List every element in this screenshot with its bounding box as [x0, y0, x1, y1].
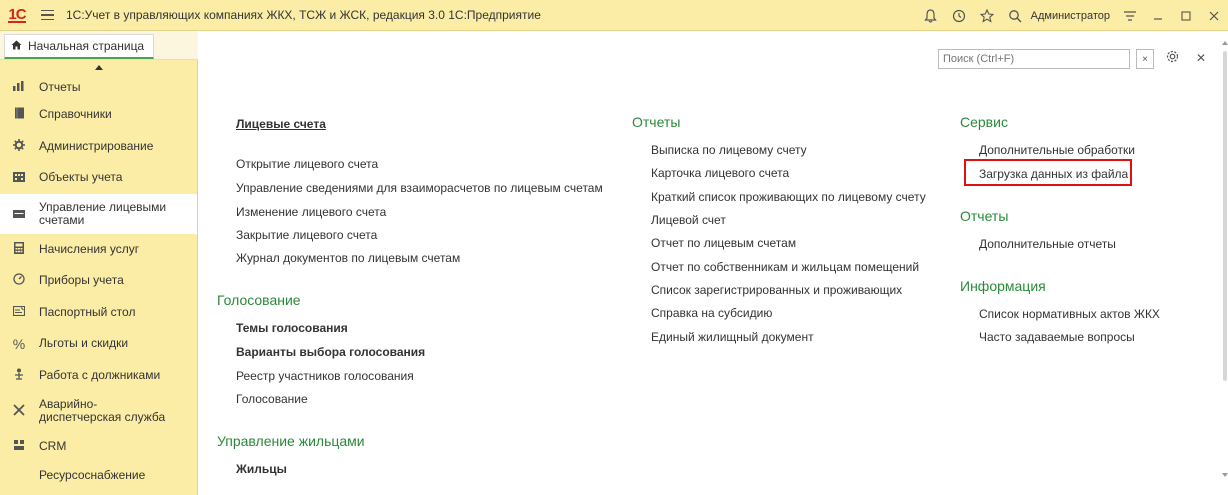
tools-icon: [12, 404, 26, 419]
link-voting-topics[interactable]: Темы голосования: [236, 321, 348, 335]
link-faq[interactable]: Часто задаваемые вопросы: [979, 330, 1135, 344]
sidebar-item-label: Управление лицевыми счетами: [39, 199, 167, 227]
app-title: 1С:Учет в управляющих компаниях ЖКХ, ТСЖ и ЖСК, редакция 3.0 1С:Предприятие: [66, 8, 541, 22]
section-service-title: Сервис: [960, 114, 1008, 130]
tab-home-label: Начальная страница: [28, 39, 145, 53]
link-open-account[interactable]: Открытие лицевого счета: [236, 157, 379, 171]
sidebar-item-label: Аварийно-диспетчерская служба: [39, 397, 166, 424]
link-additional-reports[interactable]: Дополнительные отчеты: [979, 237, 1116, 251]
report-link[interactable]: Краткий список проживающих по лицевому счету: [651, 190, 926, 204]
link-voting-register[interactable]: Реестр участников голосования: [236, 369, 414, 383]
meter-icon: [12, 273, 26, 288]
logo-text: 1С: [8, 5, 26, 23]
tab-home[interactable]: [4, 34, 154, 59]
percent-icon: %: [12, 335, 26, 352]
sidebar-item-label: Работа с должниками: [39, 367, 161, 382]
debtor-icon: [12, 368, 26, 383]
sidebar-item-crm[interactable]: [0, 431, 197, 463]
link-settlement-info[interactable]: Управление сведениями для взаиморасчетов по лицевым счетам: [236, 181, 603, 195]
user-name[interactable]: Администратор: [1030, 9, 1110, 22]
passport-icon: [12, 305, 26, 319]
sidebar-item-label: Приборы учета: [39, 273, 124, 288]
main-panel: [199, 31, 1228, 495]
book-icon: [12, 107, 26, 122]
card-icon: [12, 207, 26, 221]
sidebar-item-label: Администрирование: [39, 138, 154, 153]
highlight-box: [964, 159, 1132, 186]
sidebar-item-meters[interactable]: [0, 265, 197, 297]
section-voting-title: Голосование: [217, 292, 301, 308]
star-icon[interactable]: [973, 0, 1001, 31]
sidebar-item-resources[interactable]: [0, 463, 197, 485]
sidebar-item-directories[interactable]: [0, 99, 197, 131]
app-logo[interactable]: [0, 0, 34, 31]
title-bar: [0, 0, 1228, 31]
link-additional-processing[interactable]: Дополнительные обработки: [979, 143, 1135, 157]
report-link[interactable]: Выписка по лицевому счету: [651, 143, 807, 157]
bell-icon[interactable]: [917, 0, 945, 31]
sidebar-item-label: CRM: [39, 439, 67, 454]
calculator-icon: [12, 242, 26, 257]
link-voting[interactable]: Голосование: [236, 392, 308, 406]
link-residents[interactable]: Жильцы: [236, 462, 287, 476]
link-accounts-heading[interactable]: Лицевые счета: [236, 117, 326, 131]
section-info-title: Информация: [960, 278, 1046, 294]
report-link[interactable]: Отчет по лицевым счетам: [651, 236, 797, 250]
link-regulations[interactable]: Список нормативных актов ЖКХ: [979, 307, 1160, 321]
sidebar-item-label: Объекты учета: [39, 170, 123, 185]
search-clear-button[interactable]: ×: [1136, 49, 1154, 69]
report-link[interactable]: Список зарегистрированных и проживающих: [651, 283, 903, 297]
sidebar-item-label: Справочники: [39, 107, 112, 122]
chart-icon: [12, 80, 26, 94]
history-icon[interactable]: [945, 0, 973, 31]
section-reports-title: Отчеты: [632, 114, 681, 130]
building-icon: [12, 171, 26, 185]
link-load-from-file[interactable]: Загрузка данных из файла: [979, 167, 1129, 181]
report-link[interactable]: Единый жилищный документ: [651, 330, 814, 344]
maximize-icon[interactable]: [1172, 0, 1200, 31]
link-voting-options[interactable]: Варианты выбора голосования: [236, 345, 426, 359]
report-link[interactable]: Справка на субсидию: [651, 306, 773, 320]
sidebar-scroll-up[interactable]: [0, 60, 197, 75]
link-account-journal[interactable]: Журнал документов по лицевым счетам: [236, 251, 461, 265]
minimize-icon[interactable]: [1144, 0, 1172, 31]
home-tab-bar: [0, 31, 198, 60]
sidebar-item-label: Отчеты: [39, 79, 81, 94]
sidebar-item-reports[interactable]: [0, 75, 197, 99]
section-residents-title: Управление жильцами: [217, 433, 365, 449]
home-icon: [11, 40, 22, 53]
close-icon[interactable]: ✕: [1196, 51, 1207, 65]
sidebar-item-label: Льготы и скидки: [39, 336, 129, 351]
gear-icon: [12, 139, 26, 154]
sidebar-item-passport[interactable]: [0, 297, 197, 329]
report-link[interactable]: Отчет по собственникам и жильцам помещений: [651, 260, 920, 274]
menu-icon[interactable]: [34, 0, 60, 31]
link-change-account[interactable]: Изменение лицевого счета: [236, 205, 387, 219]
sidebar-item-label: Начисления услуг: [39, 241, 140, 256]
gear-icon[interactable]: [1165, 49, 1180, 68]
scrollbar[interactable]: [1222, 39, 1228, 479]
sidebar-item-emergency[interactable]: [0, 391, 197, 431]
sidebar-item-benefits[interactable]: [0, 328, 197, 360]
crm-icon: [12, 439, 26, 454]
search-icon[interactable]: [1001, 0, 1029, 31]
sidebar-item-accounts[interactable]: [0, 194, 197, 234]
sidebar-item-label: Ресурсоснабжение: [39, 467, 146, 482]
settings-menu-icon[interactable]: [1116, 0, 1144, 31]
report-link[interactable]: Карточка лицевого счета: [651, 166, 790, 180]
sidebar-item-label: Паспортный стол: [39, 304, 136, 319]
sidebar: [0, 60, 198, 495]
sidebar-item-administration[interactable]: [0, 131, 197, 163]
sidebar-item-debtors[interactable]: [0, 360, 197, 392]
sidebar-item-charges[interactable]: [0, 234, 197, 266]
link-close-account[interactable]: Закрытие лицевого счета: [236, 228, 378, 242]
close-icon[interactable]: [1200, 0, 1228, 31]
report-link[interactable]: Лицевой счет: [651, 213, 726, 227]
sidebar-item-objects[interactable]: [0, 162, 197, 194]
section-extra-reports-title: Отчеты: [960, 208, 1009, 224]
search-input[interactable]: [938, 49, 1130, 69]
